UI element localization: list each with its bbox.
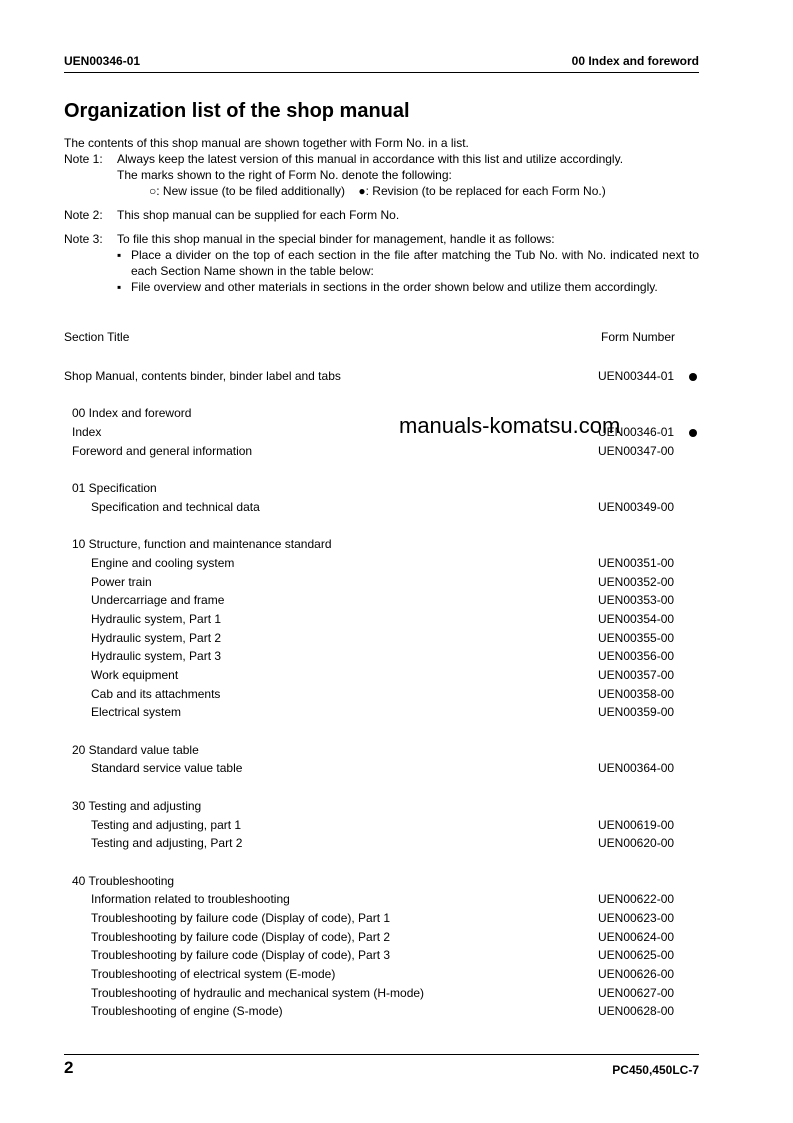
section-title: Troubleshooting of electrical system (E-mode) xyxy=(91,967,336,981)
list-item xyxy=(64,946,704,965)
new-issue-mark-icon: ○ xyxy=(149,184,157,198)
note1-label: Note 1: xyxy=(64,152,103,166)
section-title: 00 Index and foreword xyxy=(72,406,192,421)
list-item xyxy=(64,367,704,386)
section-title: Testing and adjusting, part 1 xyxy=(91,817,242,832)
list-item xyxy=(64,629,704,648)
list-item xyxy=(64,890,704,909)
list-item xyxy=(64,554,704,573)
list-item xyxy=(64,535,704,554)
form-number: UEN00619-00 xyxy=(598,817,675,832)
revision-mark-icon xyxy=(689,429,697,437)
list-item xyxy=(64,610,704,629)
note3-label: Note 3: xyxy=(64,232,103,246)
section-title: Standard service value table xyxy=(91,761,243,776)
spacer xyxy=(64,722,704,741)
section-title: Foreword and general information xyxy=(72,443,253,458)
form-number: UEN00359-00 xyxy=(598,705,675,720)
spacer xyxy=(64,778,704,797)
header-rule xyxy=(64,72,699,73)
section-title: Index xyxy=(72,425,102,440)
list-item xyxy=(64,965,704,984)
list-item xyxy=(64,872,704,891)
form-number: UEN00349-00 xyxy=(598,499,675,514)
spacer xyxy=(64,460,704,479)
note2-label: Note 2: xyxy=(64,208,103,222)
list-item xyxy=(64,928,704,947)
revision-mark-icon: ● xyxy=(358,184,366,198)
form-number: UEN00622-00 xyxy=(598,892,675,907)
section-title: Troubleshooting by failure code (Display of code), Part 2 xyxy=(91,929,391,944)
note2-text: This shop manual can be supplied for each Form No. xyxy=(117,208,400,222)
form-number: UEN00623-00 xyxy=(598,910,675,925)
form-number: UEN00627-00 xyxy=(598,985,675,1000)
form-number: UEN00626-00 xyxy=(598,967,675,981)
list-item xyxy=(64,647,704,666)
form-number: UEN00351-00 xyxy=(598,555,675,570)
list-item xyxy=(64,797,704,816)
form-number: UEN00628-00 xyxy=(598,1004,675,1019)
model-name: PC450,450LC-7 xyxy=(612,1063,699,1077)
list-item xyxy=(64,442,704,461)
section-title: Troubleshooting by failure code (Display of code), Part 1 xyxy=(91,910,391,925)
revision-text: : Revision (to be replaced for each Form No.) xyxy=(365,184,606,198)
section-title: Shop Manual, contents binder, binder label and tabs xyxy=(64,369,341,383)
section-title: Troubleshooting of engine (S-mode) xyxy=(91,1004,283,1019)
section-title: 01 Specification xyxy=(72,481,157,496)
list-item xyxy=(64,816,704,835)
section-title: Troubleshooting by failure code (Display of code), Part 3 xyxy=(91,948,391,963)
list-item xyxy=(64,498,704,517)
list-item xyxy=(64,1002,704,1021)
form-number: UEN00347-00 xyxy=(598,443,675,458)
spacer xyxy=(64,386,704,405)
column-header-title: Section Title xyxy=(64,330,130,344)
section-title: Hydraulic system, Part 1 xyxy=(91,611,222,626)
list-item xyxy=(64,685,704,704)
form-number: UEN00352-00 xyxy=(598,574,675,589)
section-title: Specification and technical data xyxy=(91,499,260,514)
list-item xyxy=(64,591,704,610)
list-item xyxy=(64,703,704,722)
list-item xyxy=(64,666,704,685)
section-title: Electrical system xyxy=(91,705,182,720)
form-number: UEN00357-00 xyxy=(598,668,675,682)
section-title: 20 Standard value table xyxy=(72,742,199,757)
list-item xyxy=(64,834,704,853)
list-item xyxy=(64,984,704,1003)
form-number: UEN00620-00 xyxy=(598,836,675,851)
section-list xyxy=(64,367,704,1021)
note1-line1: Always keep the latest version of this manual in accordance with this list and utilize accordingly. xyxy=(117,152,624,166)
revision-mark-icon xyxy=(689,373,697,381)
note1-line2: The marks shown to the right of Form No. denote the following: xyxy=(117,168,452,182)
page-number: 2 xyxy=(64,1058,74,1077)
form-number: UEN00356-00 xyxy=(598,649,675,664)
form-number: UEN00625-00 xyxy=(598,948,675,963)
watermark: manuals-komatsu.com xyxy=(399,413,621,438)
column-header-form: Form Number xyxy=(601,330,676,344)
note3-bullet: Place a divider on the top of each section in the file after matching the Tub No. with No. indicated next to each Section Name shown in the table below: xyxy=(131,248,699,278)
section-title: Information related to troubleshooting xyxy=(91,892,290,907)
section-title: 10 Structure, function and maintenance standard xyxy=(72,537,332,552)
form-number: UEN00344-01 xyxy=(598,369,675,383)
list-item xyxy=(64,479,704,498)
section-title: Hydraulic system, Part 2 xyxy=(91,630,222,645)
form-number: UEN00355-00 xyxy=(598,630,675,645)
section-title: Cab and its attachments xyxy=(91,686,221,701)
form-number: UEN00358-00 xyxy=(598,686,675,701)
list-item xyxy=(64,573,704,592)
section-title: 40 Troubleshooting xyxy=(72,873,175,888)
intro-notes: The contents of this shop manual are shown together with Form No. in a list. Note 1: Always keep the latest version of this manual in accordance with this list and utilize accordingly. The marks shown to the right of Form No. denote the following: ○: New issue (to be filed additionally) ●: Revision (to be replaced for each Form No.) Note 2: This shop manual can be supplied for each Form No. Note 3: To file this shop manual in the special binder for management, handle it as follows: ▪ Place a divider on the top of each section in the file after matching the Tub No. with No. indicated next to each Section Name shown in the table below: ▪ File overview and other materials in sections in the order shown below and utilize them accordingly. xyxy=(64,135,704,295)
list-item xyxy=(64,909,704,928)
page-title: Organization list of the shop manual xyxy=(64,100,410,122)
spacer xyxy=(64,517,704,536)
section-title: Troubleshooting of hydraulic and mechanical system (H-mode) xyxy=(91,985,425,1000)
form-number: UEN00346-01 xyxy=(598,425,675,440)
section-title: Undercarriage and frame xyxy=(91,593,225,608)
list-item xyxy=(64,759,704,778)
note3-text: To file this shop manual in the special binder for management, handle it as follows: xyxy=(117,232,555,246)
section-title: Work equipment xyxy=(91,668,179,682)
section-title: 30 Testing and adjusting xyxy=(72,798,202,813)
section-title: Hydraulic system, Part 3 xyxy=(91,649,222,664)
spacer xyxy=(64,853,704,872)
section-title: Power train xyxy=(91,574,152,589)
form-number: UEN00624-00 xyxy=(598,929,675,944)
form-number: UEN00354-00 xyxy=(598,611,675,626)
list-item xyxy=(64,741,704,760)
form-number: UEN00364-00 xyxy=(598,761,675,776)
header-doc-code: UEN00346-01 xyxy=(64,54,141,68)
new-issue-text: : New issue (to be filed additionally) xyxy=(156,184,346,198)
section-title: Testing and adjusting, Part 2 xyxy=(91,836,243,851)
section-title: Engine and cooling system xyxy=(91,555,235,570)
footer-rule xyxy=(64,1054,699,1055)
intro-text: The contents of this shop manual are shown together with Form No. in a list. xyxy=(64,136,469,150)
header-section: 00 Index and foreword xyxy=(571,54,699,68)
note3-bullet: File overview and other materials in sections in the order shown below and utilize them accordingly. xyxy=(131,280,658,294)
form-number: UEN00353-00 xyxy=(598,593,675,608)
